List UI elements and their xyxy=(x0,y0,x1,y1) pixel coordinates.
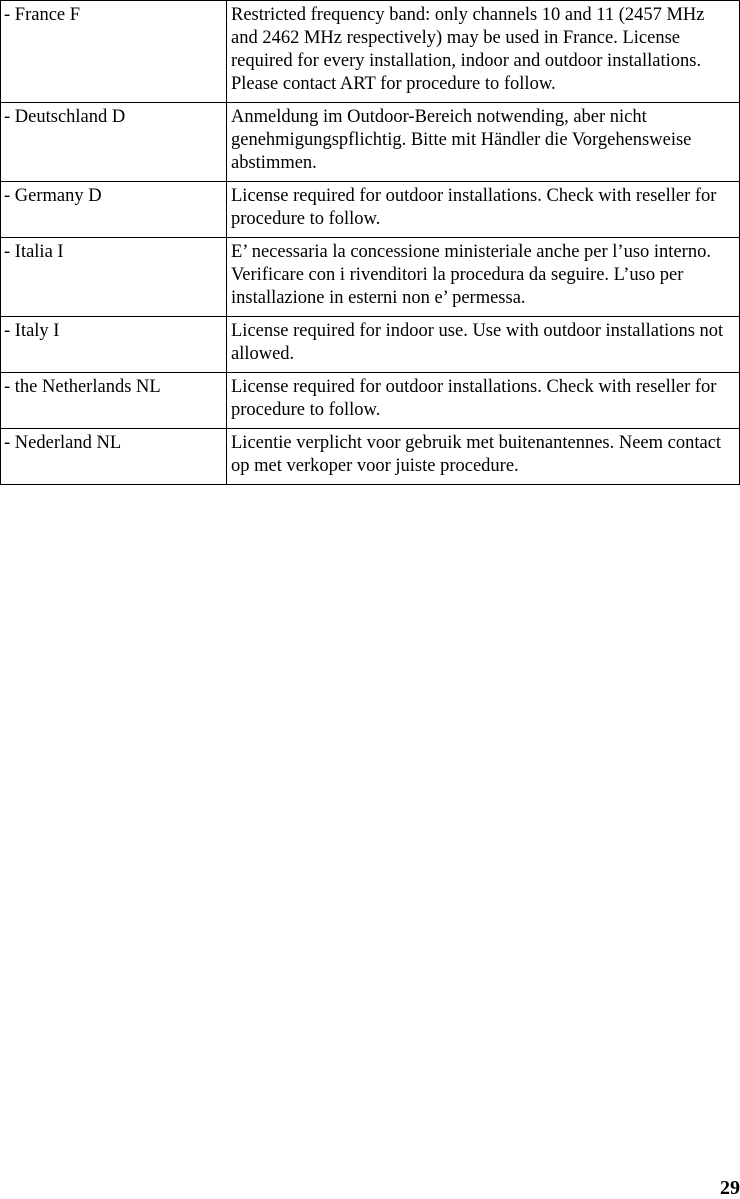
country-cell: - France F xyxy=(1,1,227,103)
regulation-text-cell: E’ necessaria la concessione ministeriale anche per l’uso interno. Verificare con i rivenditori la procedura da seguire. L’uso per installazione in esterni non e’ permessa. xyxy=(227,238,740,317)
table-row xyxy=(1,429,740,485)
country-cell: - the Netherlands NL xyxy=(1,373,227,429)
table-row xyxy=(1,238,740,317)
regulation-text-cell: Licentie verplicht voor gebruik met buitenantennes. Neem contact op met verkoper voor juiste procedure. xyxy=(227,429,740,485)
table-row xyxy=(1,373,740,429)
regulation-text-cell: Anmeldung im Outdoor-Bereich notwending, aber nicht genehmigungspflichtig. Bitte mit Händler die Vorgehensweise abstimmen. xyxy=(227,103,740,182)
table-row xyxy=(1,182,740,238)
regulation-text-cell: License required for outdoor installations. Check with reseller for procedure to follow. xyxy=(227,182,740,238)
table-row xyxy=(1,1,740,103)
country-cell: - Italia I xyxy=(1,238,227,317)
country-cell: - Deutschland D xyxy=(1,103,227,182)
page-number: 29 xyxy=(720,1177,740,1199)
regulation-text-cell: License required for indoor use. Use with outdoor installations not allowed. xyxy=(227,317,740,373)
table-row xyxy=(1,317,740,373)
country-cell: - Germany D xyxy=(1,182,227,238)
country-cell: - Italy I xyxy=(1,317,227,373)
country-cell: - Nederland NL xyxy=(1,429,227,485)
regulation-text-cell: Restricted frequency band: only channels 10 and 11 (2457 MHz and 2462 MHz respectively) may be used in France. License required for every installation, indoor and outdoor installations. Please contact ART for procedure to follow. xyxy=(227,1,740,103)
table-row xyxy=(1,103,740,182)
regulation-text-cell: License required for outdoor installations. Check with reseller for procedure to follow. xyxy=(227,373,740,429)
regulatory-table xyxy=(0,0,740,485)
